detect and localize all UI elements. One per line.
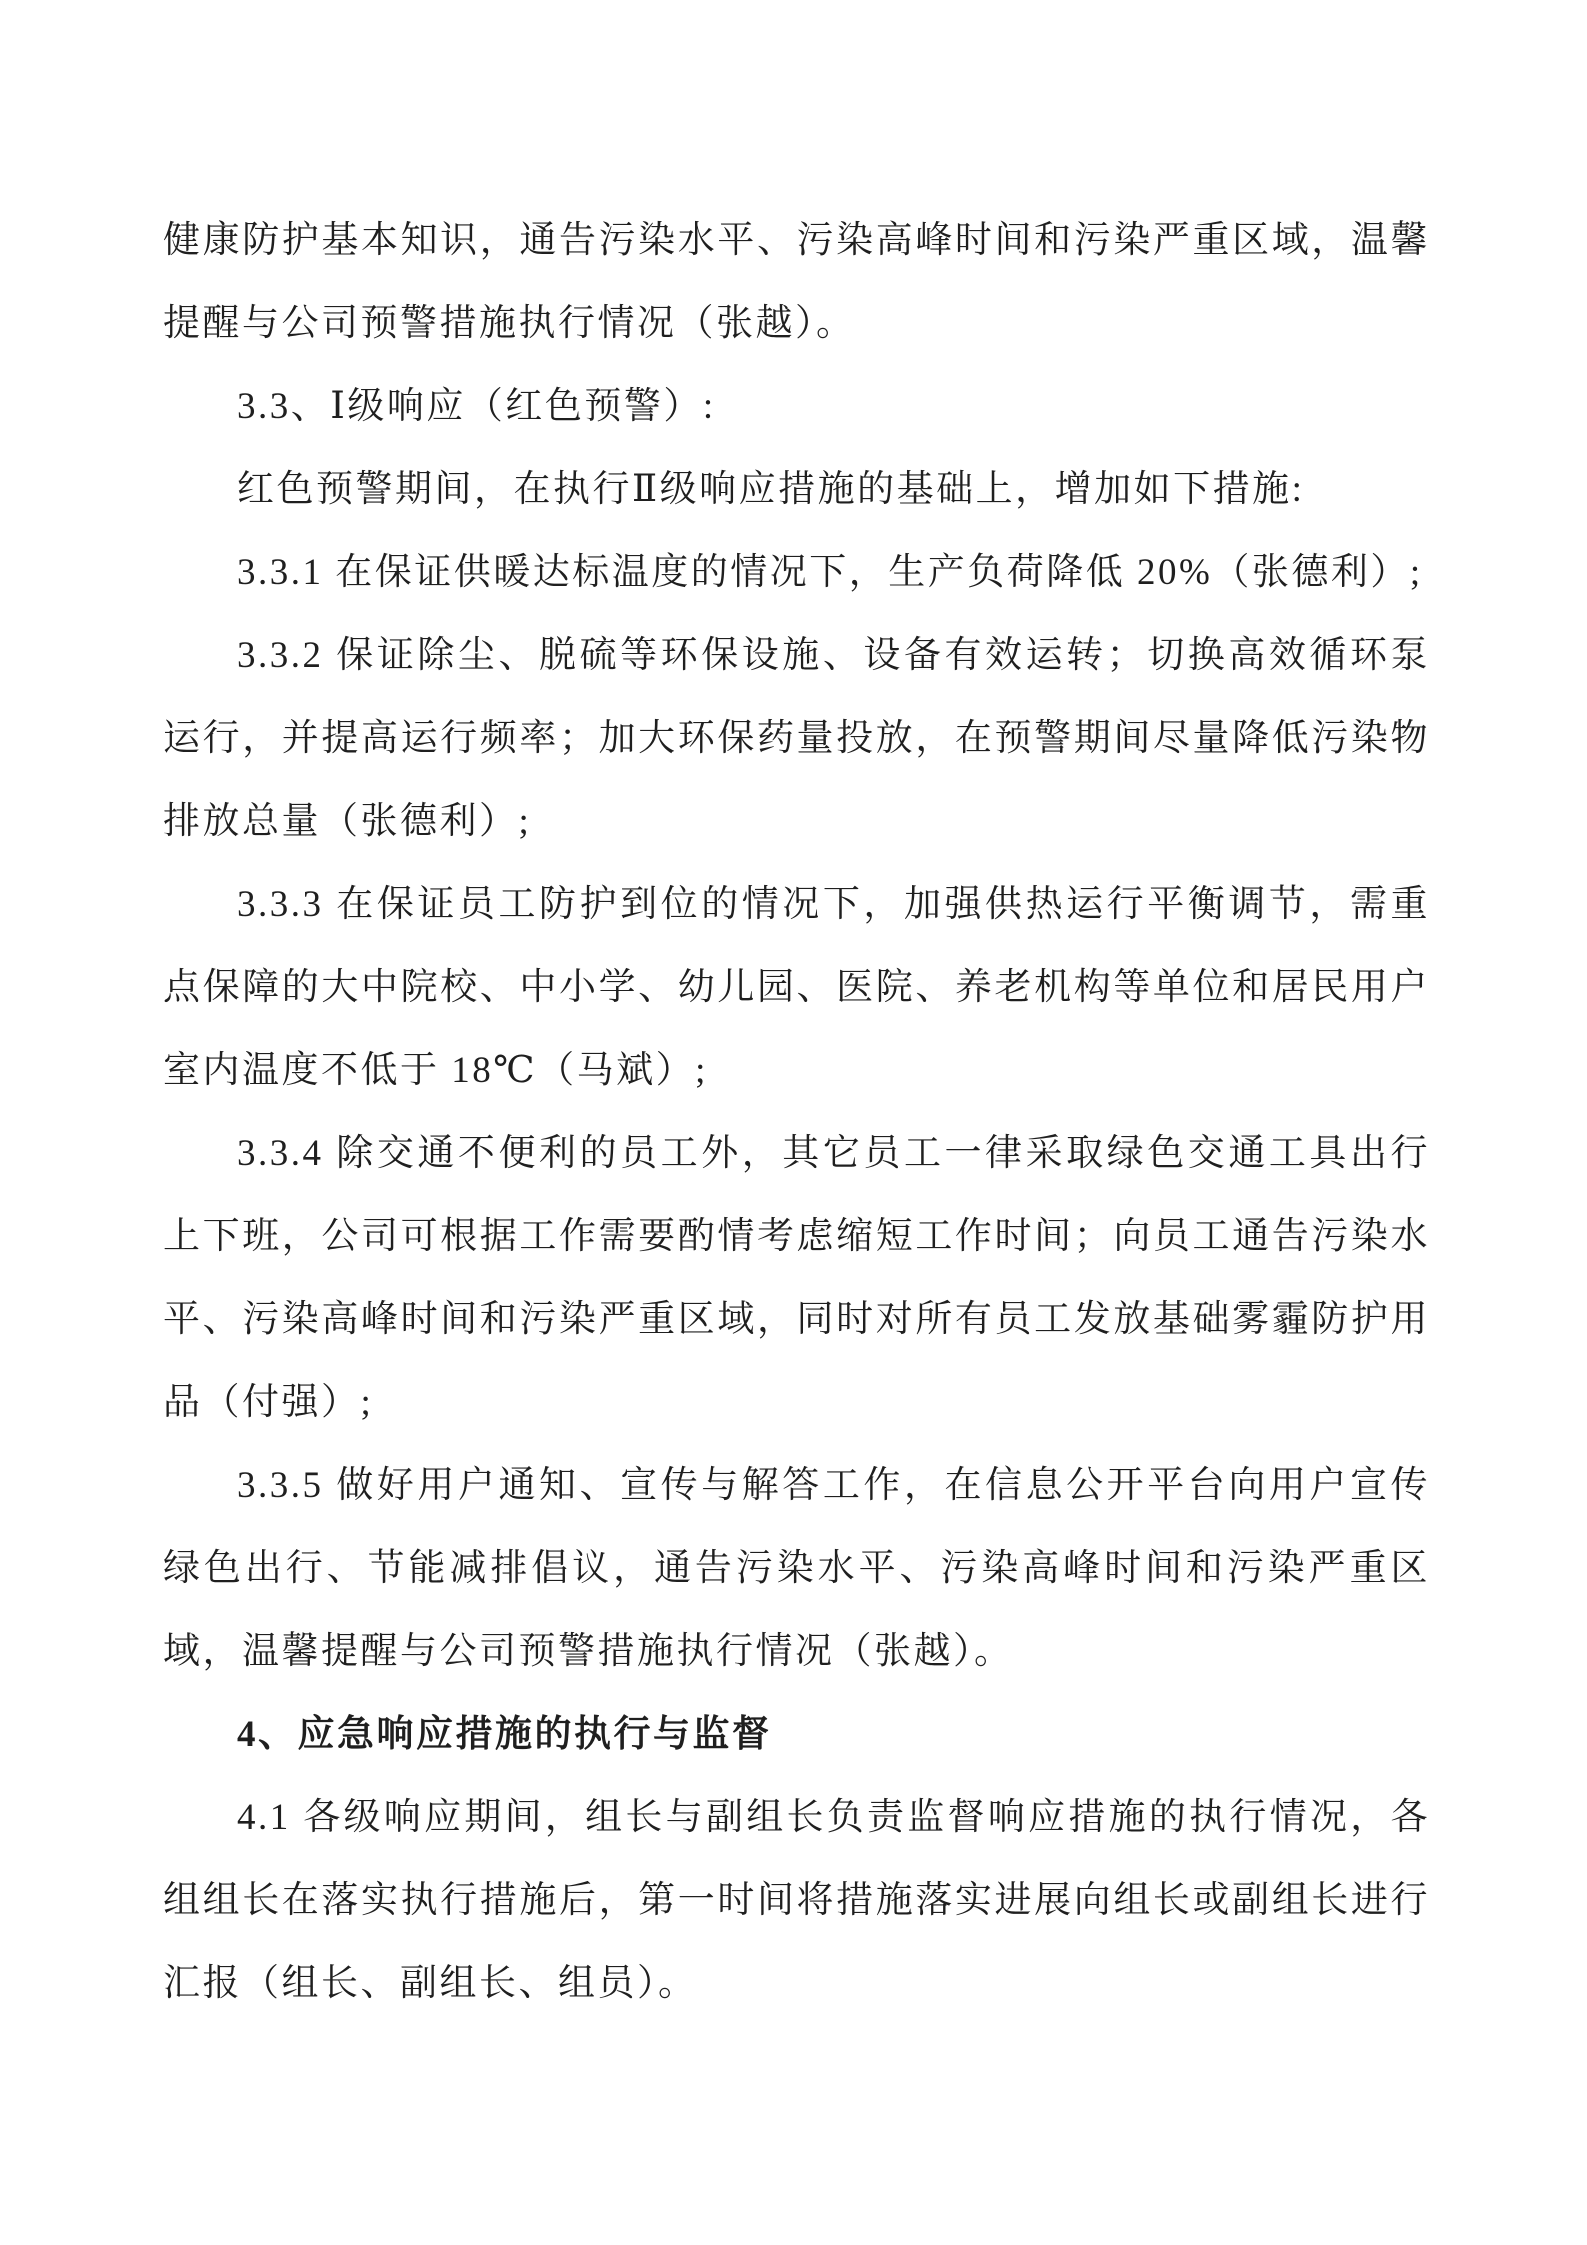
clause-3-3-1: 3.3.1 在保证供暖达标温度的情况下，生产负荷降低 20%（张德利）;: [237, 552, 1423, 593]
document-text-block: [163, 199, 1430, 2025]
paragraph-carryover: 健康防护基本知识，通告污染水平、污染高峰时间和污染严重区域，温馨提醒与公司预警措施执行情况（张越）。: [163, 220, 1430, 344]
clause-3-3-3: 3.3.3 在保证员工防护到位的情况下，加强供热运行平衡调节，需重点保障的大中院校、中小学、幼儿园、医院、养老机构等单位和居民用户室内温度不低于 18℃（马斌）;: [163, 884, 1430, 1091]
clause-3-3-4: 3.3.4 除交通不便利的员工外，其它员工一律采取绿色交通工具出行上下班，公司可根据工作需要酌情考虑缩短工作时间；向员工通告污染水平、污染高峰时间和污染严重区域，同时对所有员工发放基础雾霾防护用品（付强）;: [163, 1133, 1430, 1423]
clause-4-1: 4.1 各级响应期间，组长与副组长负责监督响应措施的执行情况，各组组长在落实执行措施后，第一时间将措施落实进展向组长或副组长进行汇报（组长、副组长、组员）。: [163, 1797, 1430, 2004]
heading-section-4: 4、应急响应措施的执行与监督: [237, 1714, 772, 1755]
clause-3-3-2: 3.3.2 保证除尘、脱硫等环保设施、设备有效运转；切换高效循环泵运行，并提高运行频率；加大环保药量投放，在预警期间尽量降低污染物排放总量（张德利）;: [163, 635, 1430, 842]
clause-3-3-5: 3.3.5 做好用户通知、宣传与解答工作，在信息公开平台向用户宣传绿色出行、节能减排倡议，通告污染水平、污染高峰时间和污染严重区域，温馨提醒与公司预警措施执行情况（张越）。: [163, 1465, 1430, 1672]
paragraph-red-alert-intro: 红色预警期间，在执行Ⅱ级响应措施的基础上，增加如下措施:: [237, 469, 1305, 510]
heading-section-3-3: 3.3、Ⅰ级响应（红色预警）:: [237, 386, 716, 427]
